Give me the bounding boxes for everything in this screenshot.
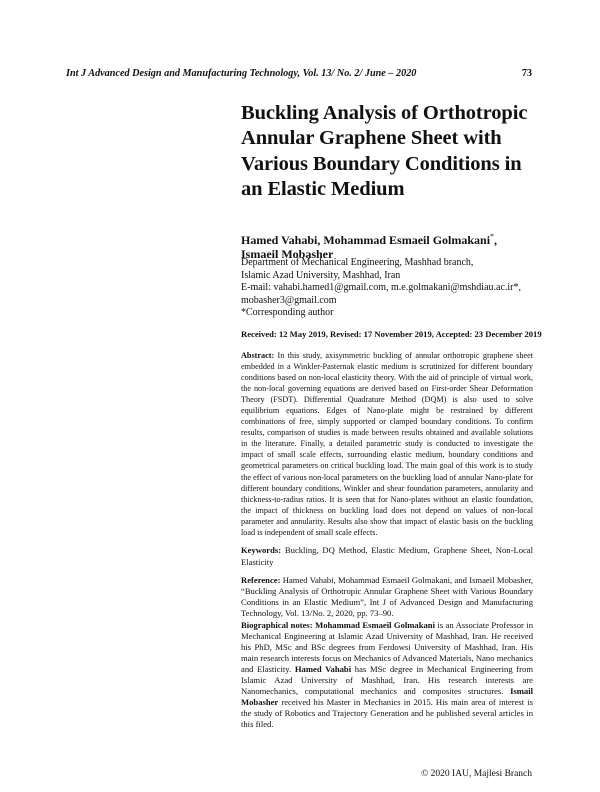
keywords-text: Buckling, DQ Method, Elastic Medium, Graphene Sheet, Non-Local Elasticity [241,545,534,567]
affiliation-line-2: Islamic Azad University, Mashhad, Iran [241,269,401,281]
paper-title: Buckling Analysis of Orthotropic Annular Graphene Sheet with Various Boundary Conditions in an Elastic Medium [241,102,528,200]
bio-name-3: Ismail Mobasher [241,686,533,708]
copyright-notice: © 2020 IAU, Majlesi Branch [421,769,532,779]
corresponding-mark: * [490,232,495,241]
page-number: 73 [521,68,532,79]
abstract-text: In this study, axisymmetric buckling of annular orthotropic graphene sheet embedded in a Winkler-Pasternak elastic medium is scrutinized for different boundary conditions based on non-local elasticity theory. With the aid of principle of virtual work, the non-local governing equations are derived based on First-order Shear Deformation Theory (FSDT). Differential Quadrature Method (DQM) is also used to solve equilibrium equations. Edges of Nano-plate might be restrained by different combinations of free, simply supported or clamped boundary conditions. To confirm results, comparison of studies is made between results obtained and available solutions in the literature. Finally, a detailed parametric study is conducted to investigate the impact of small scale effects, surrounding elastic medium, boundary conditions and geometrical parameters on critical buckling load. The main goal of this work is to study the effect of various non-local parameters on the buckling load of annular Nano-plate for different boundary conditions, Winkler and shear foundation parameters, annularity and thickness-to-radius ratios. It is seen that for Nano-plates without an elastic foundation, the impact of thickness on buckling load does not depend on values of non-local parameter and annularity. Results also show that impact of elastic basis on the buckling load is independent of small scale effects. [241,351,533,537]
bio-label: Biographical notes: [241,620,313,630]
journal-citation: Int J Advanced Design and Manufacturing Technology, Vol. 13/ No. 2/ June – 2020 [66,68,417,79]
abstract-label: Abstract: [241,351,275,360]
author-names: Hamed Vahabi, Mohammad Esmaeil Golmakani [241,233,491,247]
email-line: E-mail: vahabi.hamed1@gmail.com, m.e.golmakani@mshdiau.ac.ir*, mobasher3@gmail.com [241,282,522,306]
corresponding-author-note: *Corresponding author [241,307,334,319]
bio-name-2: Hamed Vahabi [294,664,352,675]
reference [241,575,533,619]
running-header [66,68,532,82]
biographical-notes [241,620,533,730]
bio-text-1: is an Associate Professor in Mechanical Engineering at Islamic Azad University of Mashhad, Iran. He received his PhD, MSc and BSc degrees from Ferdowsi University of Mashhad, Iran. His main research interests focus on Mechanics of Advanced Materials, Nano mechanics and Elasticity. [241,620,533,675]
abstract [241,350,533,538]
affiliation [241,257,533,320]
bio-name-1: Mohammad Esmaeil Golmakani [315,620,435,630]
affiliation-line-1: Department of Mechanical Engineering, Mashhad branch, [241,257,474,268]
reference-text: Hamed Vahabi, Mohammad Esmaeil Golmakani, and Ismaeil Mobasher, “Buckling Analysis of Orthotropic Annular Graphene Sheet with Various Boundary Conditions in an Elastic Medium”, Int J of Advanced Design and Manufacturing Technology, Vol. 13/No. 2, 2020, pp. 73–90. [241,575,533,619]
reference-label: Reference: [241,575,281,585]
author-names-2: , Ismaeil Mobasher [241,233,498,261]
bio-text-2: has MSc degree in Mechanical Engineering from Islamic Azad University of Mashhad, Iran. His research interests are Nanomechanics, computational mechanics and composites structures. [241,664,534,697]
keywords-label: Keywords: [241,545,282,555]
received-dates: Received: 12 May 2019, Revised: 17 November 2019, Accepted: 23 December 2019 [241,329,542,339]
bio-text-3: received his Master in Mechanics in 2015. His main area of interest is the study of Robotics and Trajectory Generation and he published several articles in this filed. [241,697,533,730]
keywords [241,545,533,568]
